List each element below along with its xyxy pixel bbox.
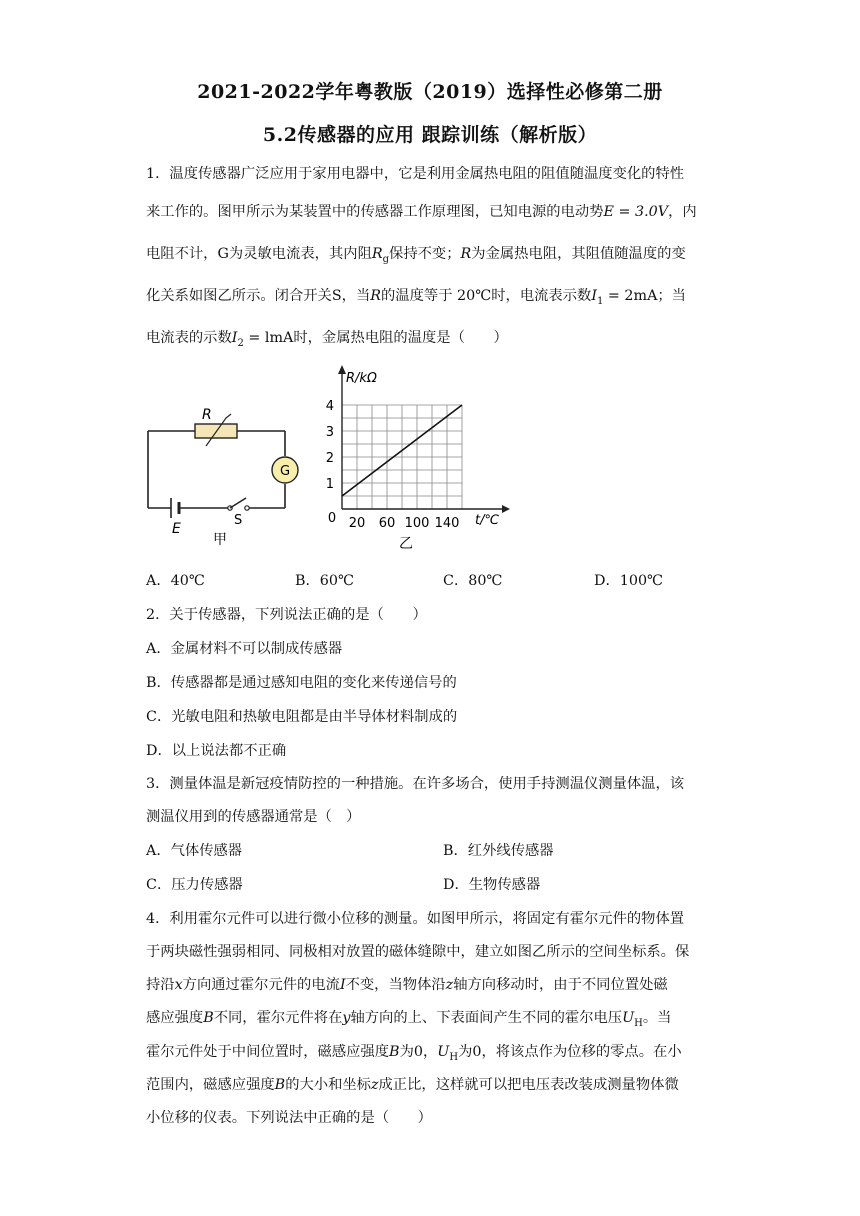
y-tick-label: 4 xyxy=(325,399,334,414)
y-tick-label: 3 xyxy=(325,425,334,440)
q4-line-1: 4．利用霍尔元件可以进行微小位移的测量。如图甲所示，将固定有霍尔元件的物体置 xyxy=(146,911,685,927)
resistor-label: R xyxy=(202,407,212,423)
q4-line-2: 于两块磁性强弱相同、同极相对放置的磁体缝隙中，建立如图乙所示的空间坐标系。保 xyxy=(146,944,690,960)
q3-option-b[interactable]: B．红外线传感器 xyxy=(443,843,554,859)
circuit-caption: 甲 xyxy=(213,532,227,548)
q4-line-5: 霍尔元件处于中间位置时，磁感应强度B为0，$U_H$为0，将该点作为位移的零点。在小 xyxy=(146,1044,682,1063)
galvanometer-label: G xyxy=(279,464,291,479)
y-tick-label: 2 xyxy=(325,451,334,466)
q2-stem: 2．关于传感器，下列说法正确的是（ ） xyxy=(146,607,427,623)
q1-option-c[interactable]: C．80℃ xyxy=(443,573,503,589)
q2-option-b[interactable]: B．传感器都是通过感知电阻的变化来传递信号的 xyxy=(146,675,457,691)
q3-line-1: 3．测量体温是新冠疫情防控的一种措施。在许多场合，使用手持测温仪测量体温，该 xyxy=(146,776,685,792)
y-tick-label: 1 xyxy=(325,477,334,492)
x-axis-label: t/℃ xyxy=(475,513,500,528)
q1-line-2: 来工作的。图甲所示为某装置中的传感器工作原理图，已知电源的电动势E = 3.0V，内 xyxy=(146,204,697,220)
q1-option-a[interactable]: A．40℃ xyxy=(146,573,205,589)
graph-axes xyxy=(338,365,510,513)
q3-line-2: 测温仪用到的传感器通常是（ ） xyxy=(146,809,361,825)
q1-line-4: 化关系如图乙所示。闭合开关S，当R的温度等于 20℃时，电流表示数$I_1 = 2mA$；当 xyxy=(146,288,686,307)
q1-line-3: 电阻不计，G为灵敏电流表，其内阻$R_g$保持不变；R为金属热电阻，其阻值随温度的变 xyxy=(146,246,686,265)
document-title: 2021-2022学年粤教版（2019）选择性必修第二册 xyxy=(197,81,663,103)
galvanometer-symbol xyxy=(272,457,298,483)
y-axis-label: R/kΩ xyxy=(346,371,377,386)
q3-option-d[interactable]: D．生物传感器 xyxy=(443,877,541,893)
q2-option-d[interactable]: D．以上说法都不正确 xyxy=(146,743,287,759)
q2-option-c[interactable]: C．光敏电阻和热敏电阻都是由半导体材料制成的 xyxy=(146,709,458,725)
switch-label: S xyxy=(234,513,243,528)
x-tick-label: 100 xyxy=(404,516,430,531)
x-tick-label: 20 xyxy=(348,516,366,531)
q4-line-6: 范围内，磁感应强度B的大小和坐标z成正比，这样就可以把电压表改装成测量物体微 xyxy=(146,1077,679,1093)
battery-label: E xyxy=(172,521,181,537)
graph-grid xyxy=(342,405,462,509)
resistance-temperature-graph xyxy=(320,362,510,554)
q4-line-3: 持沿x方向通过霍尔元件的电流I不变，当物体沿z轴方向移动时，由于不同位置处磁 xyxy=(146,977,668,993)
document-subtitle: 5.2传感器的应用 跟踪训练（解析版） xyxy=(262,124,598,146)
battery-symbol xyxy=(171,498,179,518)
q3-option-a[interactable]: A．气体传感器 xyxy=(146,843,243,859)
x-tick-label: 140 xyxy=(434,516,460,531)
switch-symbol xyxy=(228,498,249,510)
q4-line-7: 小位移的仪表。下列说法中正确的是（ ） xyxy=(146,1110,432,1126)
q3-option-c[interactable]: C．压力传感器 xyxy=(146,877,243,893)
x-tick-label: 60 xyxy=(378,516,396,531)
x-tick-label: 0 xyxy=(327,511,337,526)
q1-option-d[interactable]: D．100℃ xyxy=(594,573,664,589)
circuit-diagram xyxy=(140,400,310,550)
graph-caption: 乙 xyxy=(399,536,413,552)
q1-option-b[interactable]: B．60℃ xyxy=(295,573,354,589)
q2-option-a[interactable]: A．金属材料不可以制成传感器 xyxy=(146,641,343,657)
q1-line-5: 电流表的示数$I_2$ = lmA时，金属热电阻的温度是（ ） xyxy=(146,330,508,349)
q4-line-4: 感应强度B不同，霍尔元件将在y轴方向的上、下表面间产生不同的霍尔电压$U_H$。当 xyxy=(146,1010,672,1029)
q1-line-1: 1．温度传感器广泛应用于家用电器中，它是利用金属热电阻的阻值随温度变化的特性 xyxy=(146,166,685,182)
